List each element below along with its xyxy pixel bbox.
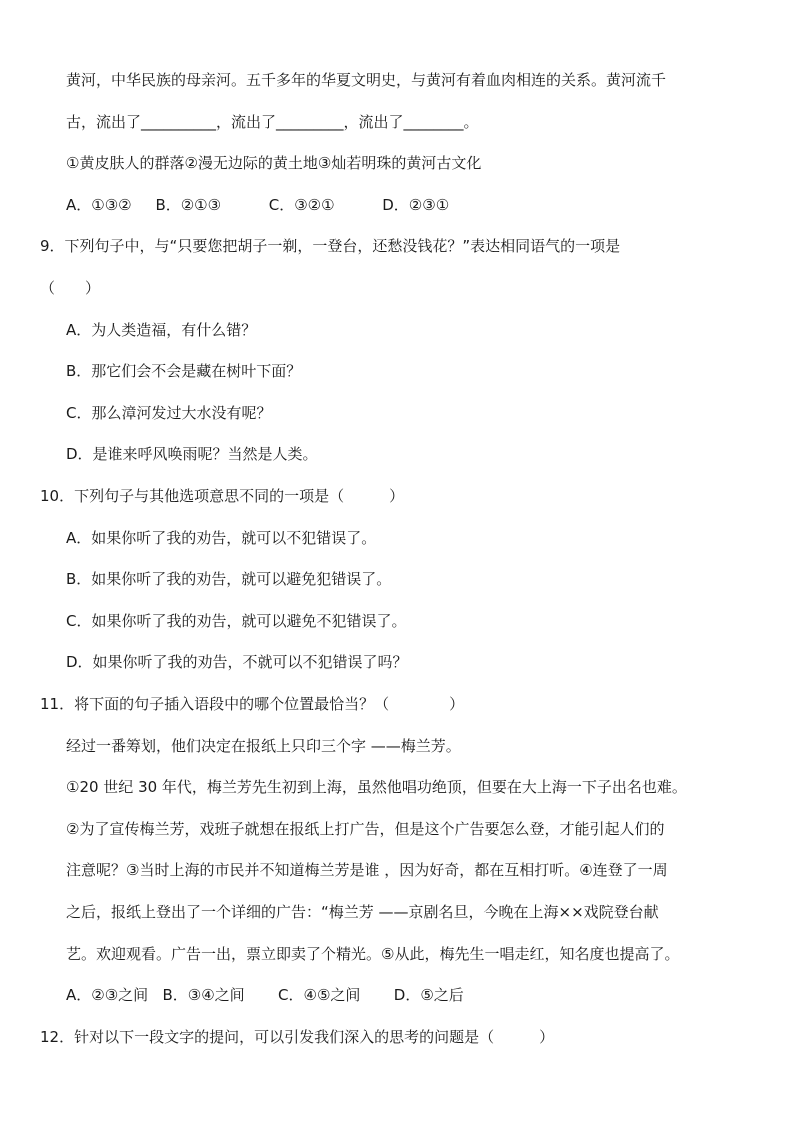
- q9-choice-c: C．那么漳河发过大水没有呢？: [66, 404, 272, 422]
- q11-passage-line-2: ②为了宣传梅兰芳，戏班子就想在报纸上打广告，但是这个广告要怎么登，才能引起人们的: [66, 820, 665, 838]
- q11-insert-sentence: 经过一番筹划，他们决定在报纸上只印三个字 ——梅兰芳。: [66, 737, 461, 755]
- q11-stem: 11．将下面的句子插入语段中的哪个位置最恰当？（ ）: [40, 695, 465, 713]
- q11-passage-line-1: ①20 世纪 30 年代，梅兰芳先生初到上海，虽然他唱功绝顶，但要在大上海一下子出名也难。: [66, 778, 687, 796]
- q10-choice-c: C．如果你听了我的劝告，就可以避免不犯错误了。: [66, 612, 407, 630]
- q9-choice-b: B．那它们会不会是藏在树叶下面？: [66, 362, 302, 380]
- passage-line-1: 黄河，中华民族的母亲河。五千多年的华夏文明史，与黄河有着血肉相连的关系。黄河流千: [66, 71, 667, 89]
- q9-blank: （ ）: [40, 279, 101, 297]
- q10-choice-d: D．如果你听了我的劝告，不就可以不犯错误了吗？: [66, 653, 408, 671]
- q9-stem: 9．下列句子中，与“只要您把胡子一剃，一登台，还愁没钱花？”表达相同语气的一项是: [40, 237, 621, 255]
- q9-choice-d: D．是谁来呼风唤雨呢？当然是人类。: [66, 445, 318, 463]
- q10-choice-a: A．如果你听了我的劝告，就可以不犯错误了。: [66, 529, 377, 547]
- q11-choices: A．②③之间 B．③④之间 C．④⑤之间 D．⑤之后: [66, 986, 464, 1004]
- q10-choice-b: B．如果你听了我的劝告，就可以避免犯错误了。: [66, 570, 392, 588]
- passage-options: ①黄皮肤人的群落②漫无边际的黄土地③灿若明珠的黄河古文化: [66, 154, 482, 172]
- q12-stem: 12．针对以下一段文字的提问，可以引发我们深入的思考的问题是（ ）: [40, 1028, 555, 1046]
- q9-choice-a: A．为人类造福，有什么错？: [66, 321, 257, 339]
- q10-stem: 10．下列句子与其他选项意思不同的一项是（ ）: [40, 487, 405, 505]
- q11-passage-line-4: 之后，报纸上登出了一个详细的广告：“梅兰芳 ——京剧名旦，今晚在上海××戏院登台献: [66, 903, 659, 921]
- q8-choices: A．①③② B．②①③ C．③②① D．②③①: [66, 196, 450, 214]
- q11-passage-line-3: 注意呢？③当时上海的市民并不知道梅兰芳是谁 ，因为好奇，都在互相打听。④连登了一周: [66, 861, 668, 879]
- passage-line-2: 古，流出了__________，流出了_________，流出了________。: [66, 113, 479, 131]
- q11-passage-line-5: 艺。欢迎观看。广告一出，票立即卖了个精光。⑤从此，梅先生一唱走红，知名度也提高了。: [66, 945, 680, 963]
